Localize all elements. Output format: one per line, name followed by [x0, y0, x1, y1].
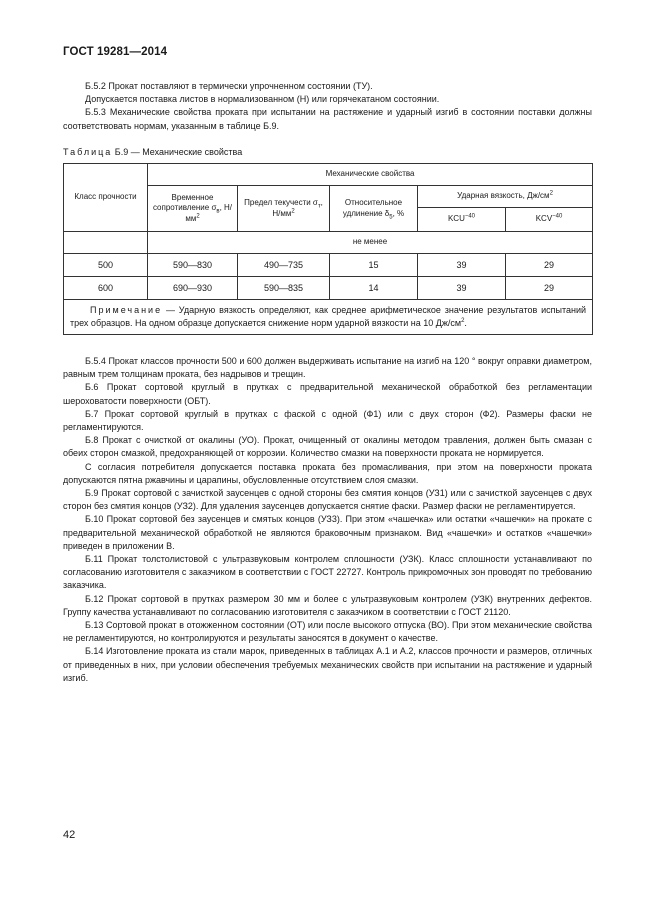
cell-kcv: 29	[506, 277, 593, 300]
paragraph-b11: Б.11 Прокат толстолистовой с ультразвуковым контролем сплошности (УЗК). Класс сплошности устанавливают по согласованию изготовителя с заказчиком в соответствии с ГОСТ 22727. Контроль прикромочных зон проводят по требованию заказчика.	[63, 554, 592, 591]
header-impact-strength: Ударная вязкость, $Дж/см^2$	[418, 186, 593, 208]
header-strength-class: Класс прочности	[64, 164, 148, 232]
table-caption	[63, 147, 242, 157]
table-row	[64, 277, 593, 300]
intro-section	[63, 80, 592, 133]
paragraph-b10: Б.10 Прокат сортовой без заусенцев и смятых концов (УЗ3). При этом «чашечка» или остатки «чашечки» на прокате с предварительной механической обработкой не являются браковочным признаком. Вид «чашечки» и остатков «чашечки» приведен в приложении В.	[63, 514, 592, 551]
paragraph-b6: Б.6 Прокат сортовой круглый в прутках с предварительной механической обработкой без регламентации шероховатости поверхности (ОБТ).	[63, 382, 592, 406]
cell-class: 600	[64, 277, 148, 300]
paragraph-b9: Б.9 Прокат сортовой с зачисткой заусенцев с одной стороны без смятия концов (УЗ1) или с зачисткой заусенцев с двух сторон без смятия концов (УЗ2). Для удаления заусенцев допускается снятие фаски. Размер фаски не регламентируется.	[63, 488, 592, 512]
mechanical-properties-table	[63, 163, 592, 335]
table-caption-title: Б.9 — Механические свойства	[112, 147, 243, 157]
paragraph-b7: Б.7 Прокат сортовой круглый в прутках с фаской с одной (Ф1) или с двух сторон (Ф2). Размеры фаски не регламентируются.	[63, 408, 592, 433]
table-row	[64, 254, 593, 277]
cell-yield: 590—835	[238, 277, 330, 300]
cell-kcu: 39	[418, 254, 506, 277]
paragraph-b13: Б.13 Сортовой прокат в отожженном состоянии (ОТ) или после высокого отпуска (ВО). При этом механические свойства не регламентируются, но контролируются и результаты заносятся в документ о качестве.	[63, 620, 592, 644]
document-header: ГОСТ 19281—2014	[63, 46, 168, 58]
header-kcu: $KCU^{-40}$	[418, 208, 506, 232]
cell-kcv: 29	[506, 254, 593, 277]
paragraph-b14: Б.14 Изготовление проката из стали марок, приведенных в таблицах А.1 и А.2, классов прочности и размеров, отличных от приведенных в них, при условии обеспечения требуемых механических свойств при испытании на растяжение и ударный изгиб.	[63, 646, 592, 683]
header-not-less-than: не менее	[148, 232, 593, 254]
note-label: Примечание	[90, 305, 163, 315]
cell-tensile: 690—930	[148, 277, 238, 300]
paragraph-b5-3: Б.5.3 Механические свойства проката при испытании на растяжение и ударный изгиб в состоянии поставки должны соответствовать нормам, указанным в таблице Б.9.	[63, 107, 592, 131]
header-tensile-strength: Временное сопротивление $\sigma_в$, $Н/мм^2$	[148, 186, 238, 232]
cell-class: 500	[64, 254, 148, 277]
cell-elongation: 14	[330, 277, 418, 300]
body-section	[63, 355, 592, 685]
paragraph-b12: Б.12 Прокат сортовой в прутках размером 30 мм и более с ультразвуковым контролем (УЗК) внутренних дефектов. Группу качества устанавливают по согласованию изготовителя с заказчиком в соответствии с ГОСТ 21120.	[63, 593, 592, 617]
header-yield-strength: Предел текучести $\sigma_т$, $Н/мм^2$	[238, 186, 330, 232]
header-kcv: $KCV^{-40}$	[506, 208, 593, 232]
cell-yield: 490—735	[238, 254, 330, 277]
paragraph-b5-2: Б.5.2 Прокат поставляют в термически упрочненном состоянии (ТУ).	[85, 81, 373, 91]
paragraph-b8: Б.8 Прокат с очисткой от окалины (УО). Прокат, очищенный от окалины методом травления, должен быть смазан с обеих сторон смазкой, предохраняющей от коррозии. Количество смазки на поверхности проката не нормируется.	[63, 435, 592, 459]
table-caption-word: Таблица	[63, 147, 113, 157]
cell-tensile: 590—830	[148, 254, 238, 277]
header-elongation: Относительное удлинение $\delta_5$, %	[330, 186, 418, 232]
header-mechanical-properties: Механические свойства	[148, 164, 593, 186]
paragraph-b5-4: Б.5.4 Прокат классов прочности 500 и 600 должен выдерживать испытание на изгиб на 120 ° вокруг оправки диаметром, равным трем толщинам проката, без надрывов и трещин.	[63, 356, 592, 380]
page-number: 42	[63, 829, 76, 841]
paragraph-permission: Допускается поставка листов в нормализованном (Н) или горячекатаном состоянии.	[85, 94, 440, 105]
cell-kcu: 39	[418, 277, 506, 300]
table-note: Примечание — Ударную вязкость определяют, как среднее арифметическое значение результатов испытаний трех образцов. На одном образце допускается снижение норм ударной вязкости на 10 $Дж/см^2$.	[64, 300, 593, 335]
paragraph-b8-addendum: С согласия потребителя допускается поставка проката без промасливания, при этом на поверхности проката допускаются пятна ржавчины и царапины, обусловленные отсутствием слоя смазки.	[63, 461, 592, 485]
cell-elongation: 15	[330, 254, 418, 277]
